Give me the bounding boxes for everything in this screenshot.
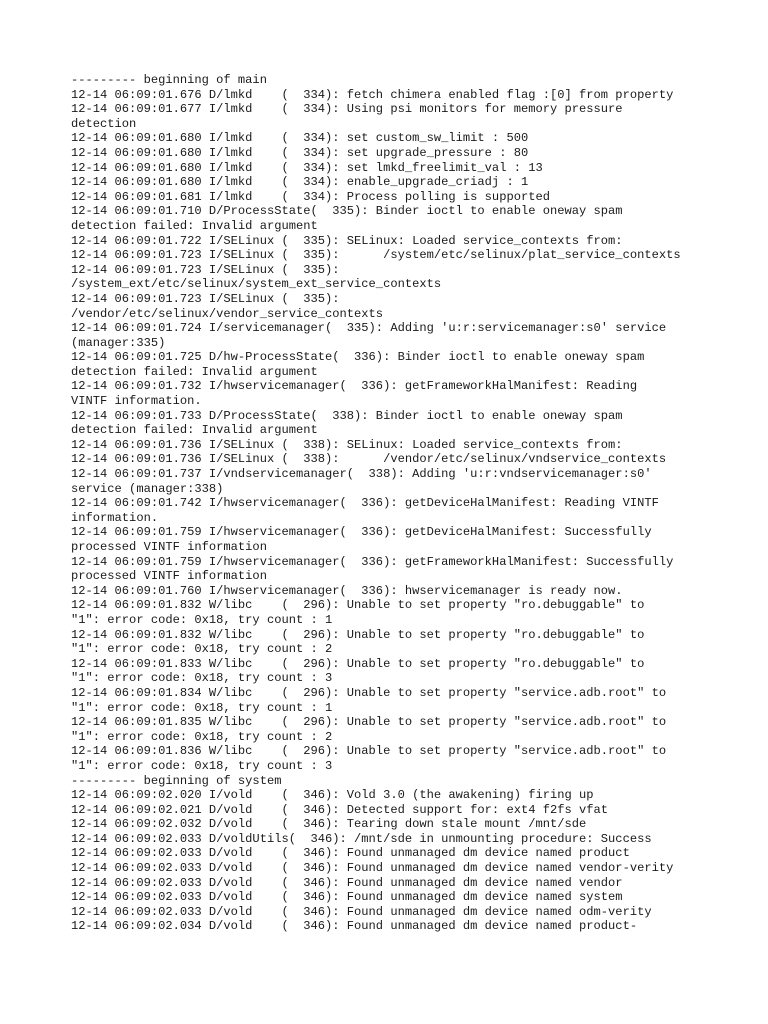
log-document [71, 73, 731, 934]
log-line: information. [71, 510, 159, 525]
log-line: 12-14 06:09:01.676 D/lmkd ( 334): fetch chimera enabled flag :[0] from property [71, 87, 674, 102]
log-line: 12-14 06:09:01.722 I/SELinux ( 335): SELinux: Loaded service_contexts from: [71, 233, 623, 248]
log-line: detection failed: Invalid argument [71, 218, 318, 233]
log-line: 12-14 06:09:01.680 I/lmkd ( 334): set custom_sw_limit : 500 [71, 131, 529, 146]
log-line: 12-14 06:09:01.760 I/hwservicemanager( 336): hwservicemanager is ready now. [71, 583, 623, 598]
log-line: 12-14 06:09:02.033 D/vold ( 346): Found unmanaged dm device named system [71, 890, 623, 905]
log-line: 12-14 06:09:01.681 I/lmkd ( 334): Process polling is supported [71, 189, 550, 204]
log-line: 12-14 06:09:01.733 D/ProcessState( 338): Binder ioctl to enable oneway spam [71, 408, 623, 423]
log-line: 12-14 06:09:01.680 I/lmkd ( 334): set lmkd_freelimit_val : 13 [71, 160, 543, 175]
log-line: 12-14 06:09:01.833 W/libc ( 296): Unable to set property "ro.debuggable" to [71, 656, 645, 671]
log-line: (manager:335) [71, 335, 166, 350]
log-line: 12-14 06:09:01.834 W/libc ( 296): Unable to set property "service.adb.root" to [71, 685, 667, 700]
log-line: 12-14 06:09:02.033 D/vold ( 346): Found unmanaged dm device named odm-verity [71, 904, 652, 919]
log-line: 12-14 06:09:01.759 I/hwservicemanager( 336): getFrameworkHalManifest: Successfully [71, 554, 674, 569]
log-line: 12-14 06:09:01.832 W/libc ( 296): Unable to set property "ro.debuggable" to [71, 627, 645, 642]
log-line: "1": error code: 0x18, try count : 1 [71, 700, 333, 715]
log-line: 12-14 06:09:01.710 D/ProcessState( 335): Binder ioctl to enable oneway spam [71, 204, 623, 219]
log-line: 12-14 06:09:01.759 I/hwservicemanager( 336): getDeviceHalManifest: Successfully [71, 525, 652, 540]
log-line: 12-14 06:09:02.033 D/voldUtils( 346): /mnt/sde in unmounting procedure: Success [71, 831, 652, 846]
log-line: 12-14 06:09:01.742 I/hwservicemanager( 336): getDeviceHalManifest: Reading VINTF [71, 496, 659, 511]
log-line: 12-14 06:09:02.033 D/vold ( 346): Found unmanaged dm device named vendor-verity [71, 861, 674, 876]
log-line: 12-14 06:09:01.680 I/lmkd ( 334): enable_upgrade_criadj : 1 [71, 175, 529, 190]
log-line: 12-14 06:09:02.032 D/vold ( 346): Tearing down stale mount /mnt/sde [71, 817, 587, 832]
log-line: /system_ext/etc/selinux/system_ext_service_contexts [71, 277, 442, 292]
log-line: processed VINTF information [71, 569, 267, 584]
log-line: 12-14 06:09:01.677 I/lmkd ( 334): Using psi monitors for memory pressure [71, 102, 623, 117]
log-line: 12-14 06:09:02.021 D/vold ( 346): Detected support for: ext4 f2fs vfat [71, 802, 609, 817]
log-line: 12-14 06:09:01.732 I/hwservicemanager( 336): getFrameworkHalManifest: Reading [71, 379, 638, 394]
log-line: service (manager:338) [71, 481, 224, 496]
log-line: 12-14 06:09:01.736 I/SELinux ( 338): /vendor/etc/selinux/vndservice_contexts [71, 452, 667, 467]
log-line: 12-14 06:09:01.724 I/servicemanager( 335): Adding 'u:r:servicemanager:s0' service [71, 321, 667, 336]
log-line: "1": error code: 0x18, try count : 3 [71, 671, 333, 686]
log-line: 12-14 06:09:01.723 I/SELinux ( 335): [71, 291, 340, 306]
log-line: processed VINTF information [71, 540, 267, 554]
log-line: 12-14 06:09:02.034 D/vold ( 346): Found unmanaged dm device named product- [71, 919, 638, 934]
log-line: 12-14 06:09:01.736 I/SELinux ( 338): SELinux: Loaded service_contexts from: [71, 437, 623, 452]
log-line: 12-14 06:09:01.836 W/libc ( 296): Unable to set property "service.adb.root" to [71, 744, 667, 759]
log-line: 12-14 06:09:01.725 D/hw-ProcessState( 336): Binder ioctl to enable oneway spam [71, 350, 645, 365]
log-line: "1": error code: 0x18, try count : 3 [71, 758, 333, 773]
log-line: 12-14 06:09:01.723 I/SELinux ( 335): [71, 262, 340, 277]
log-line: 12-14 06:09:01.723 I/SELinux ( 335): /system/etc/selinux/plat_service_contexts [71, 248, 681, 263]
log-line: VINTF information. [71, 394, 202, 409]
log-line: "1": error code: 0x18, try count : 1 [71, 612, 333, 627]
log-line: 12-14 06:09:02.033 D/vold ( 346): Found unmanaged dm device named vendor [71, 875, 623, 890]
log-line: 12-14 06:09:01.680 I/lmkd ( 334): set upgrade_pressure : 80 [71, 145, 529, 160]
log-line: detection failed: Invalid argument [71, 364, 318, 379]
log-line: --------- beginning of system [71, 773, 282, 788]
log-line: 12-14 06:09:01.737 I/vndservicemanager( 338): Adding 'u:r:vndservicemanager:s0' [71, 467, 652, 482]
log-line: detection [71, 116, 137, 131]
log-line: 12-14 06:09:02.033 D/vold ( 346): Found unmanaged dm device named product [71, 846, 630, 861]
log-line: "1": error code: 0x18, try count : 2 [71, 729, 333, 744]
log-line: /vendor/etc/selinux/vendor_service_contexts [71, 306, 384, 321]
log-line: 12-14 06:09:01.835 W/libc ( 296): Unable to set property "service.adb.root" to [71, 715, 667, 730]
log-line: 12-14 06:09:02.020 I/vold ( 346): Vold 3.0 (the awakening) firing up [71, 788, 594, 803]
log-line: 12-14 06:09:01.832 W/libc ( 296): Unable to set property "ro.debuggable" to [71, 598, 645, 613]
log-line: detection failed: Invalid argument [71, 423, 318, 438]
log-line: "1": error code: 0x18, try count : 2 [71, 642, 333, 657]
log-line: --------- beginning of main [71, 73, 267, 87]
